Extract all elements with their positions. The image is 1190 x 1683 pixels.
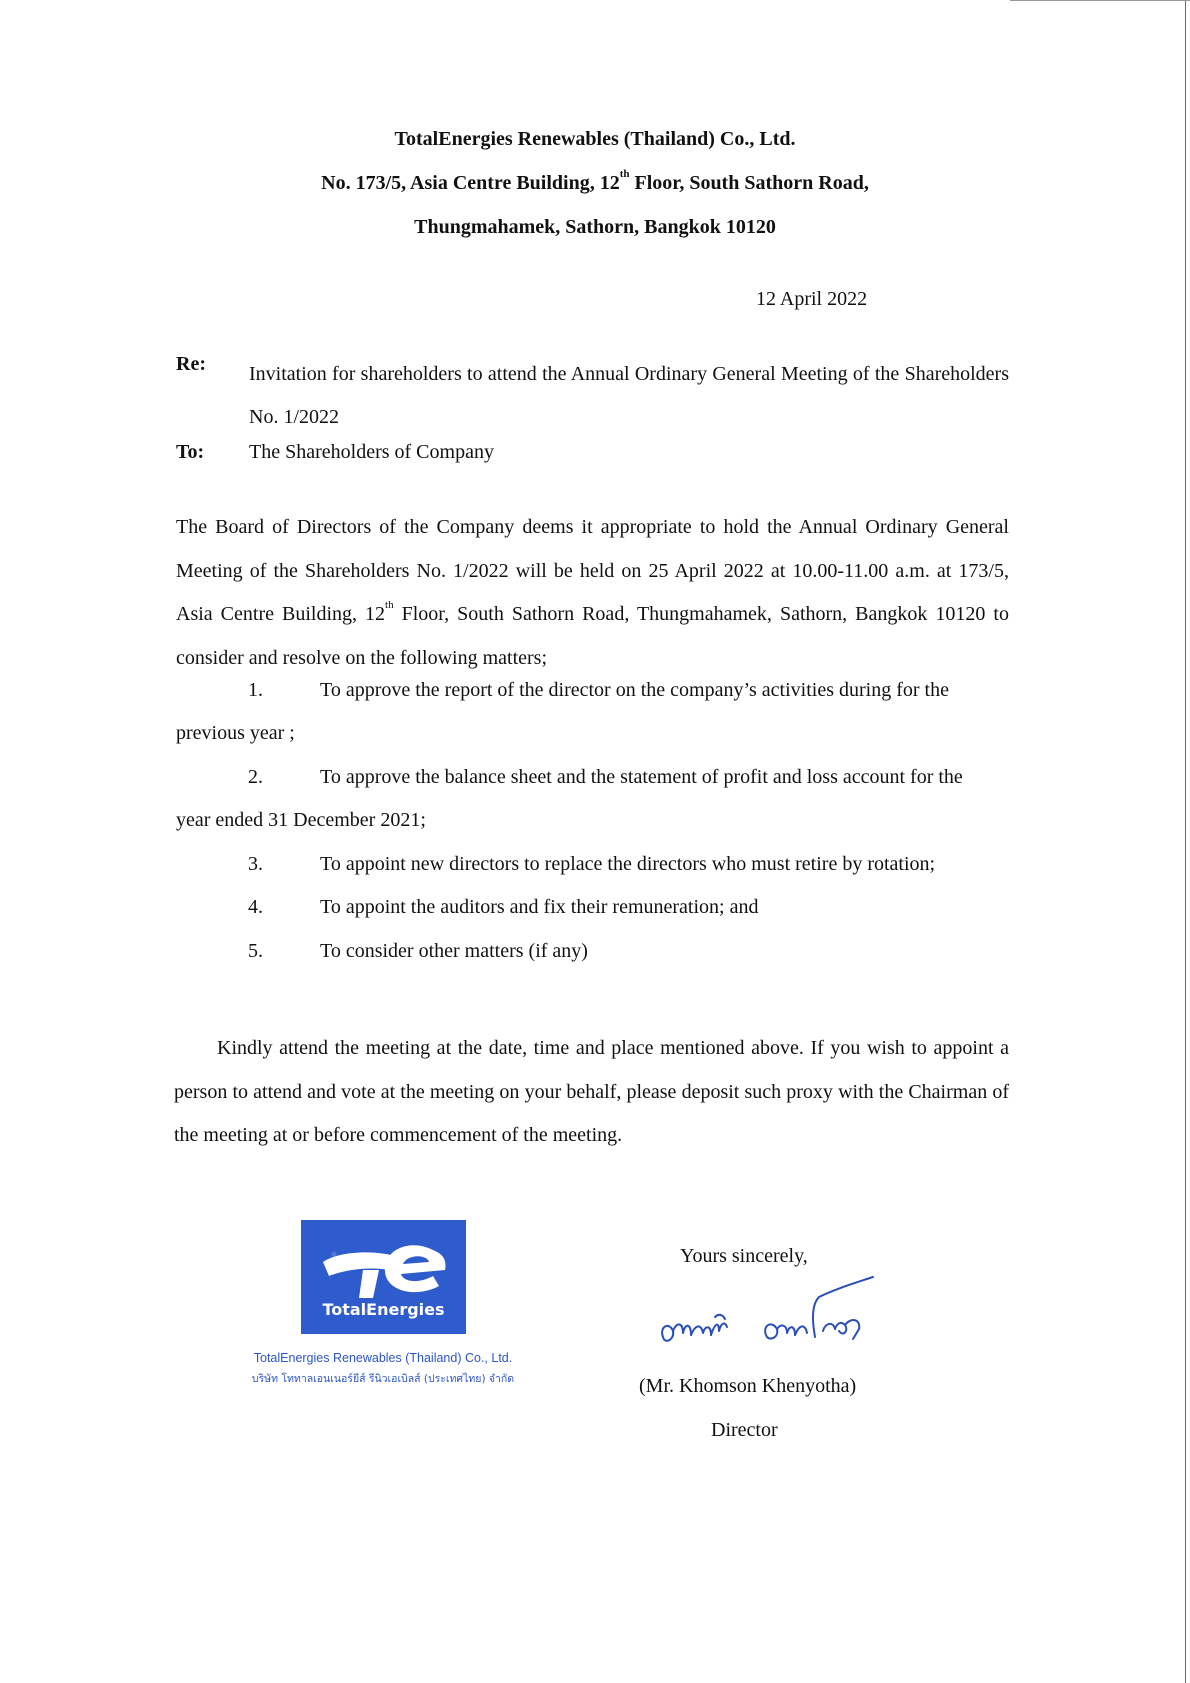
company-city: Thungmahamek, Sathorn, Bangkok 10120 — [414, 216, 776, 238]
list-item-number: 4. — [248, 896, 263, 918]
re-subject: Invitation for shareholders to attend the Annual Ordinary General Meeting of the Shareholders No. 1/2022 — [249, 363, 1009, 428]
to-label: To: — [176, 441, 205, 463]
handwritten-signature — [655, 1275, 885, 1370]
scan-top-line — [1010, 0, 1190, 1]
list-item-text: To appoint new directors to replace the directors who must retire by rotation; — [320, 853, 936, 875]
company-stamp-logo — [301, 1220, 466, 1334]
list-item-continuation: year ended 31 December 2021; — [176, 809, 426, 831]
re-label: Re: — [176, 353, 206, 375]
logo-wordmark: TotalEnergies — [322, 1300, 445, 1319]
list-item-text: To approve the balance sheet and the statement of profit and loss account for the — [320, 766, 963, 788]
company-name: TotalEnergies Renewables (Thailand) Co., Ltd. — [394, 128, 796, 150]
scan-edge-line — [1185, 0, 1186, 1683]
letter-date: 12 April 2022 — [756, 288, 868, 310]
list-item-number: 2. — [248, 766, 263, 788]
body-paragraph-intro: The Board of Directors of the Company deems it appropriate to hold the Annual Ordinary General Meeting of the Shareholders No. 1/2022 will be held on 25 April 2022 at 10.00-11.00 a.m. at 173/5, Asia Centre Building, 12th Floor, South Sathorn Road, Thungmahamek, Sathorn, Bangkok 10120 to consider and resolve on the following matters; — [176, 516, 1009, 669]
list-item-text: To consider other matters (if any) — [320, 940, 588, 962]
list-item-number: 1. — [248, 679, 263, 701]
list-item-text: To approve the report of the director on the company’s activities during for the — [320, 679, 949, 701]
body-paragraph-closing: Kindly attend the meeting at the date, time and place mentioned above. If you wish to appoint a person to attend and vote at the meeting on your behalf, please deposit such proxy with the Chairman of the meeting at or before commencement of the meeting. — [174, 1037, 1009, 1146]
list-item-text: To appoint the auditors and fix their remuneration; and — [320, 896, 759, 918]
totalenergies-logo-icon — [301, 1220, 466, 1305]
company-address: No. 173/5, Asia Centre Building, 12th Floor, South Sathorn Road, — [321, 168, 869, 194]
stamp-company-name-en: TotalEnergies Renewables (Thailand) Co., Ltd. — [253, 1351, 513, 1365]
list-item-continuation: previous year ; — [176, 722, 295, 744]
closing-salutation: Yours sincerely, — [680, 1245, 808, 1267]
signer-name: (Mr. Khomson Khenyotha) — [639, 1375, 857, 1397]
list-item-number: 5. — [248, 940, 263, 962]
list-item-number: 3. — [248, 853, 263, 875]
signer-title: Director — [711, 1419, 778, 1441]
stamp-company-name-th: บริษัท โททาลเอนเนอร์ยีส์ รีนิวเอเบิลส์ (ประเทศไทย) จำกัด — [251, 1373, 515, 1385]
to-recipient: The Shareholders of Company — [249, 441, 494, 463]
